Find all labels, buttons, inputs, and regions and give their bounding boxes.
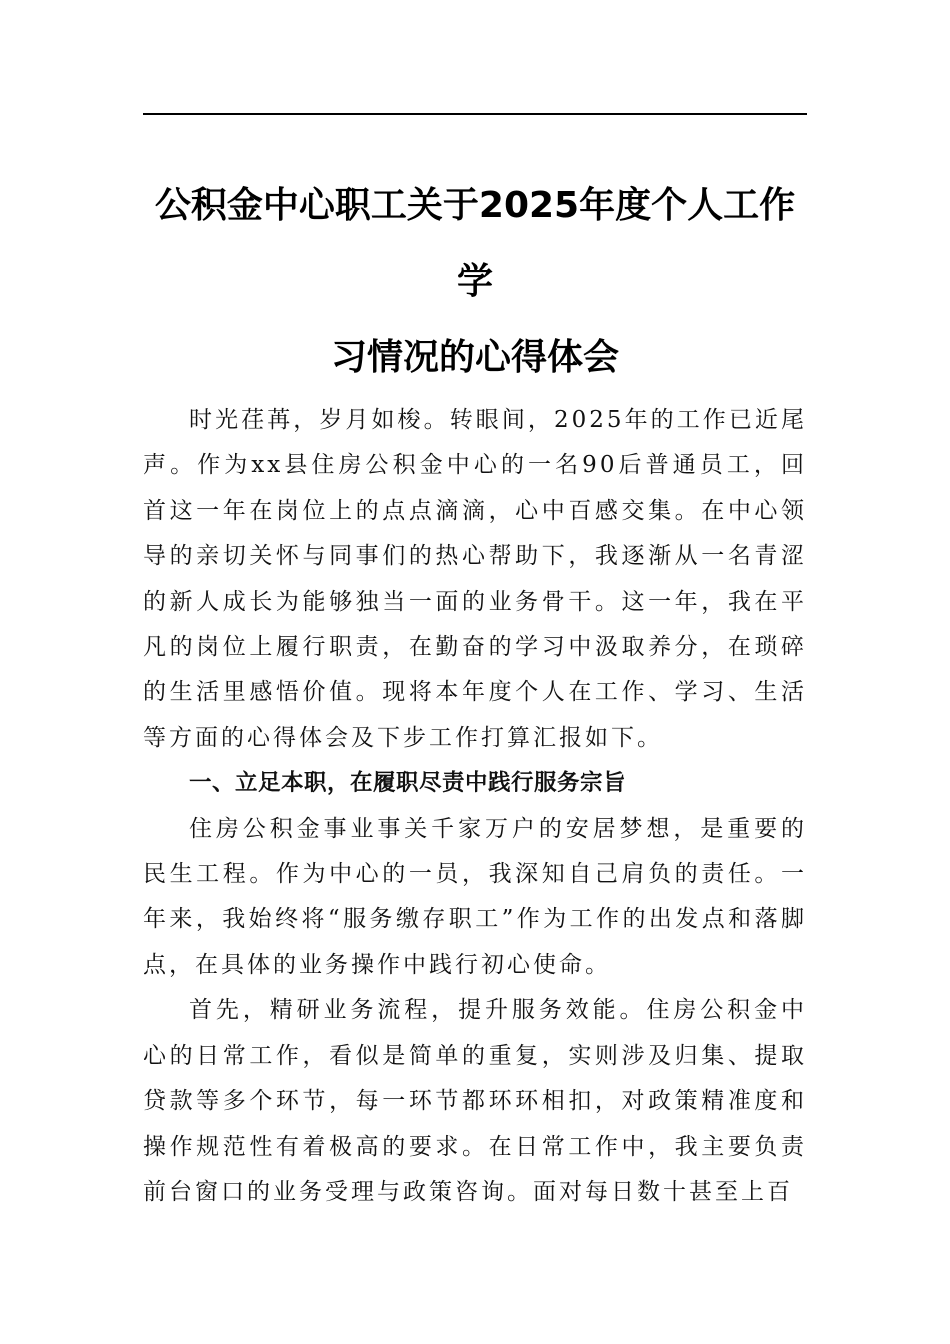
section1-paragraph-1: 住房公积金事业事关千家万户的安居梦想，是重要的民生工程。作为中心的一员，我深知自己肩负的责任。一年来，我始终将“服务缴存职工”作为工作的出发点和落脚点，在具体的业务操作中践行初心使命。 bbox=[143, 815, 807, 978]
title-line-2: 习情况的心得体会 bbox=[330, 337, 619, 378]
intro-paragraph: 时光荏苒，岁月如梭。转眼间，2025年的工作已近尾声。作为xx县住房公积金中心的一名90后普通员工，回首这一年在岗位上的点点滴滴，心中百感交集。在中心领导的亲切关怀与同事们的热心帮助下，我逐渐从一名青涩的新人成长为能够独当一面的业务骨干。这一年，我在平凡的岗位上履行职责，在勤奋的学习中汲取养分，在琐碎的生活里感悟价值。现将本年度个人在工作、学习、生活等方面的心得体会及下步工作打算汇报如下。 bbox=[143, 407, 807, 751]
header-rule bbox=[143, 113, 807, 115]
section1-paragraph-2: 首先，精研业务流程，提升服务效能。住房公积金中心的日常工作，看似是简单的重复，实则涉及归集、提取贷款等多个环节，每一环节都环环相扣，对政策精准度和操作规范性有着极高的要求。在日常工作中，我主要负责前台窗口的业务受理与政策咨询。面对每日数十甚至上百 bbox=[143, 997, 807, 1205]
document-title bbox=[143, 168, 807, 396]
document-body bbox=[143, 398, 807, 1215]
section-heading-1: 一、立足本职，在履职尽责中践行服务宗旨 bbox=[189, 770, 627, 797]
title-line-1: 公积金中心职工关于2025年度个人工作学 bbox=[154, 185, 796, 302]
